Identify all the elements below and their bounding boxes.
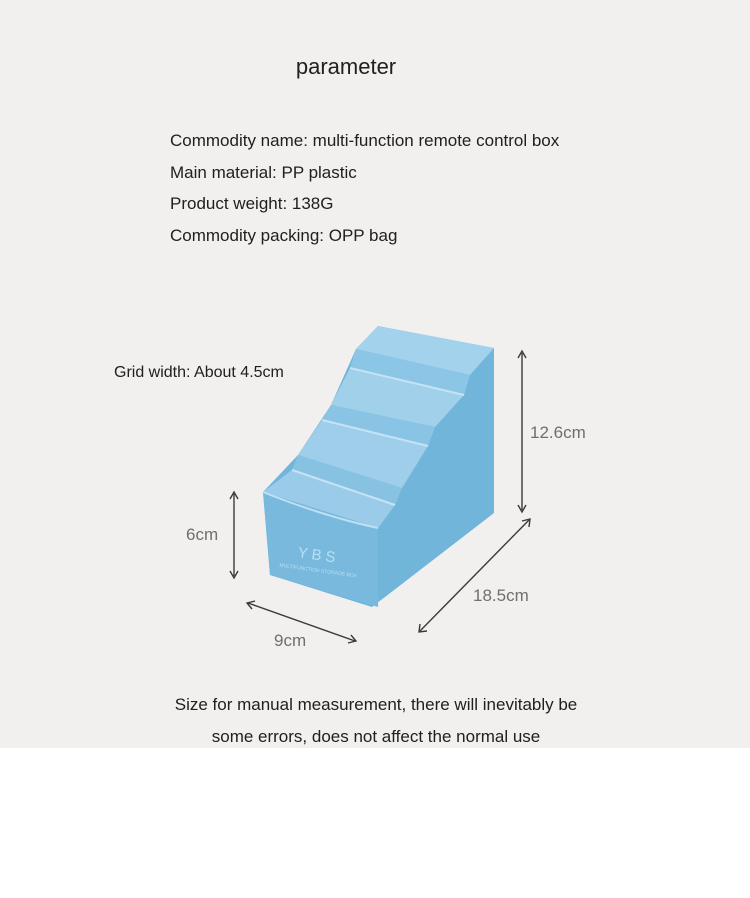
grid-width-label: Grid width: About 4.5cm [114,364,284,381]
box-tagline-print: MULTIFUNCTION STORAGE BOX [279,562,358,580]
box-brand-print: YBS [296,544,341,567]
spec-main-material: Main material: PP plastic [170,162,357,182]
spec-commodity-packing: Commodity packing: OPP bag [170,225,398,245]
arrow-height [518,351,526,512]
spec-commodity-name: Commodity name: multi-function remote control box [170,131,560,150]
dimension-length: 18.5cm [473,586,529,605]
measurement-note-line-2: some errors, does not affect the normal use [211,727,541,746]
page-title: parameter [295,54,397,79]
dimension-front-height: 6cm [186,525,219,544]
measurement-note-line-1: Size for manual measurement, there will inevitably be [174,695,578,714]
dimension-width: 9cm [274,631,307,650]
dimension-height: 12.6cm [530,423,586,442]
arrow-front-height [230,492,238,578]
spec-product-weight: Product weight: 138G [170,194,334,213]
